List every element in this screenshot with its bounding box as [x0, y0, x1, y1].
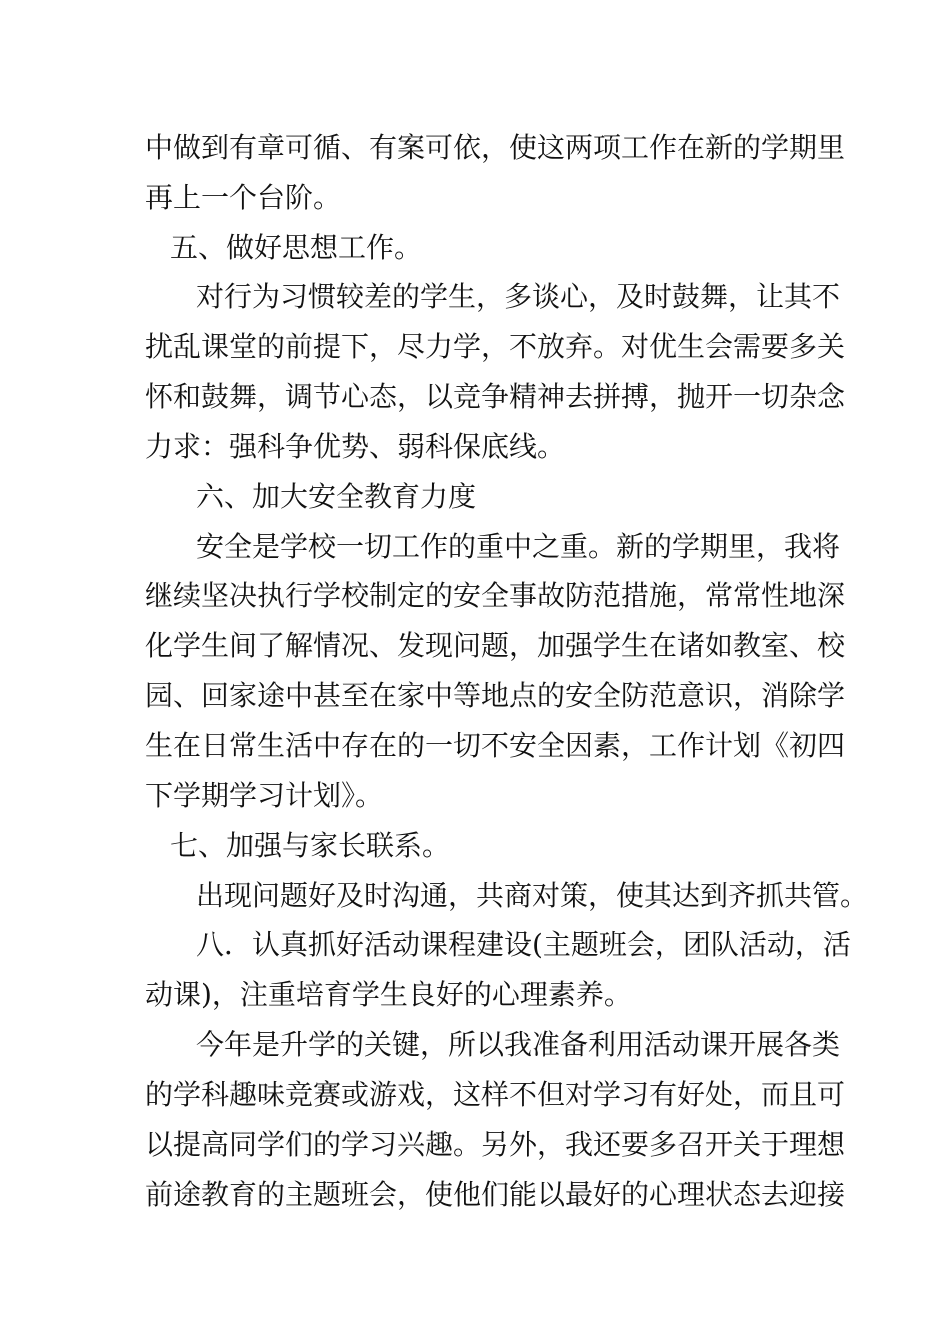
body-text-line: 园、回家途中甚至在家中等地点的安全防范意识，消除学: [145, 679, 846, 712]
body-text-line: 力求：强科争优势、弱科保底线。: [145, 430, 566, 463]
body-text-line: 前途教育的主题班会，使他们能以最好的心理状态去迎接: [145, 1178, 846, 1211]
body-text-line: 动课)，注重培育学生良好的心理素养。: [145, 978, 632, 1011]
section-heading-8: 八．认真抓好活动课程建设(主题班会，团队活动，活: [196, 928, 851, 961]
body-text-line: 再上一个台阶。: [145, 181, 342, 214]
body-text-line: 怀和鼓舞，调节心态，以竞争精神去拼搏，抛开一切杂念: [145, 380, 846, 413]
body-text-line: 继续坚决执行学校制定的安全事故防范措施，常常性地深: [145, 579, 846, 612]
section-heading-7: 七、加强与家长联系。: [170, 829, 451, 862]
section-heading-6: 六、加大安全教育力度: [196, 480, 477, 513]
paragraph-first-line: 今年是升学的关键，所以我准备利用活动课开展各类: [196, 1028, 841, 1061]
body-text-line: 以提高同学们的学习兴趣。另外，我还要多召开关于理想: [145, 1128, 846, 1161]
paragraph-first-line: 出现问题好及时沟通，共商对策，使其达到齐抓共管。: [196, 879, 869, 912]
body-text-line: 中做到有章可循、有案可依，使这两项工作在新的学期里: [145, 131, 846, 164]
body-text-line: 的学科趣味竞赛或游戏，这样不但对学习有好处，而且可: [145, 1078, 846, 1111]
paragraph-first-line: 安全是学校一切工作的重中之重。新的学期里，我将: [196, 530, 841, 563]
body-text-line: 生在日常生活中存在的一切不安全因素，工作计划《初四: [145, 729, 846, 762]
body-text-line: 下学期学习计划》。: [145, 779, 384, 812]
body-text-line: 化学生间了解情况、发现问题，加强学生在诸如教室、校: [145, 629, 846, 662]
body-text-line: 扰乱课堂的前提下，尽力学，不放弃。对优生会需要多关: [145, 330, 846, 363]
paragraph-first-line: 对行为习惯较差的学生，多谈心，及时鼓舞，让其不: [196, 280, 841, 313]
section-heading-5: 五、做好思想工作。: [170, 231, 423, 264]
